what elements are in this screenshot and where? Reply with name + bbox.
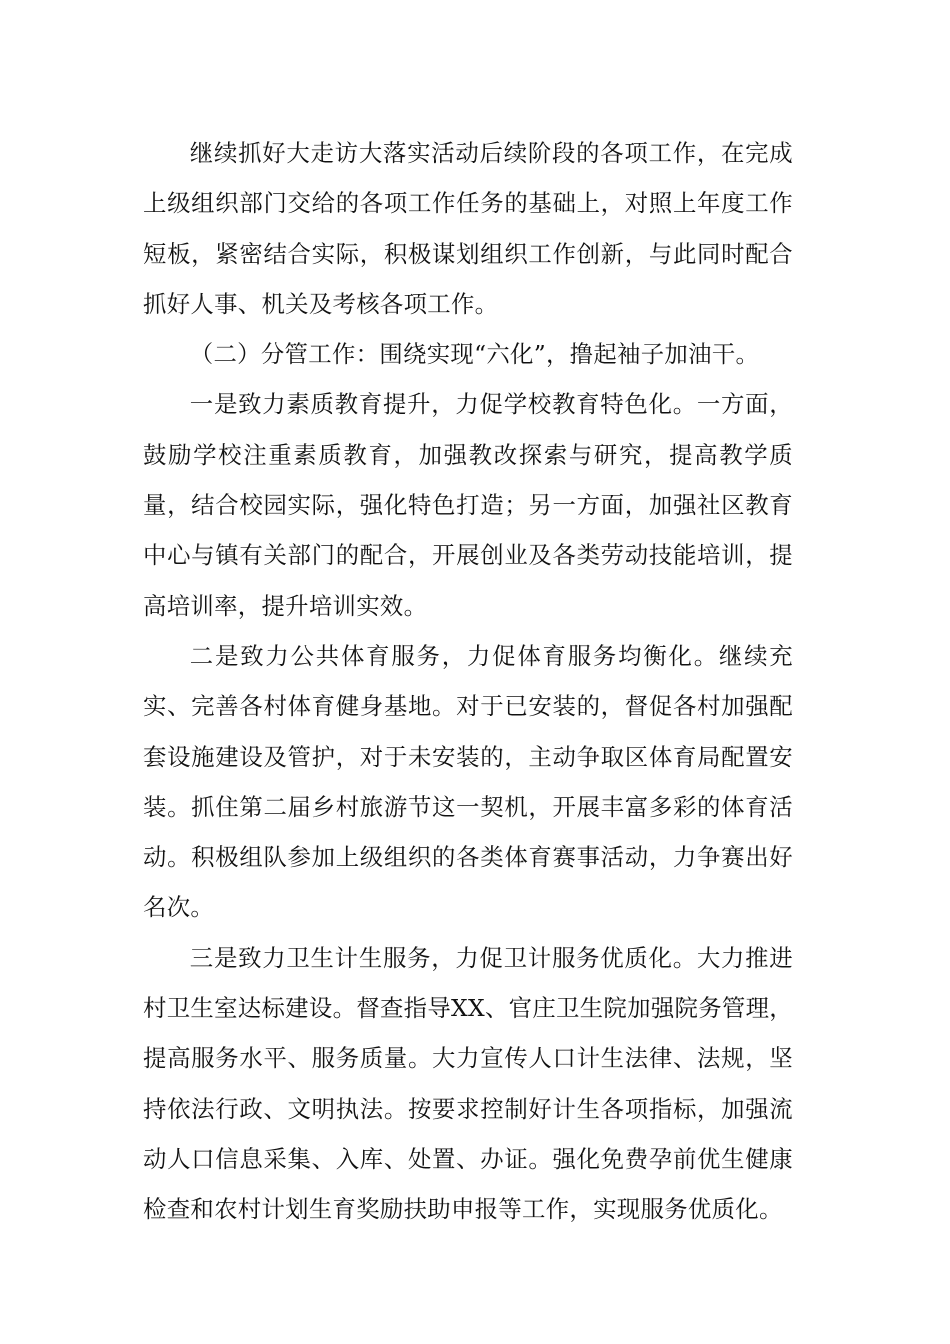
paragraph-sports: 二是致力公共体育服务，力促体育服务均衡化。继续充实、完善各村体育健身基地。对于已安装的，督促各村加强配套设施建设及管护，对于未安装的，主动争取区体育局配置安装。抓住第二届乡村旅游节这一契机，开展丰富多彩的体育活动。积极组队参加上级组织的各类体育赛事活动，力争赛出好名次。: [143, 641, 793, 922]
paragraph-education: 一是致力素质教育提升，力促学校教育特色化。一方面，鼓励学校注重素质教育，加强教改探索与研究，提高教学质量，结合校园实际，强化特色打造；另一方面，加强社区教育中心与镇有关部门的配合，开展创业及各类劳动技能培训，提高培训率，提升培训实效。: [143, 390, 793, 620]
section-heading-managed-work: （二）分管工作：围绕实现“六化”，撸起袖子加油干。: [189, 340, 760, 369]
paragraph-continue-work: 继续抓好大走访大落实活动后续阶段的各项工作，在完成上级组织部门交给的各项工作任务的基础上，对照上年度工作短板，紧密结合实际，积极谋划组织工作创新，与此同时配合抓好人事、机关及考核各项工作。: [143, 139, 793, 318]
paragraph-health: 三是致力卫生计生服务，力促卫计服务优质化。大力推进村卫生室达标建设。督查指导XX、官庄卫生院加强院务管理，提高服务水平、服务质量。大力宣传人口计生法律、法规，坚持依法行政、文明执法。按要求控制好计生各项指标，加强流动人口信息采集、入库、处置、办证。强化免费孕前优生健康检查和农村计划生育奖励扶助申报等工作，实现服务优质化。: [143, 943, 793, 1224]
document-body: [143, 128, 793, 1235]
